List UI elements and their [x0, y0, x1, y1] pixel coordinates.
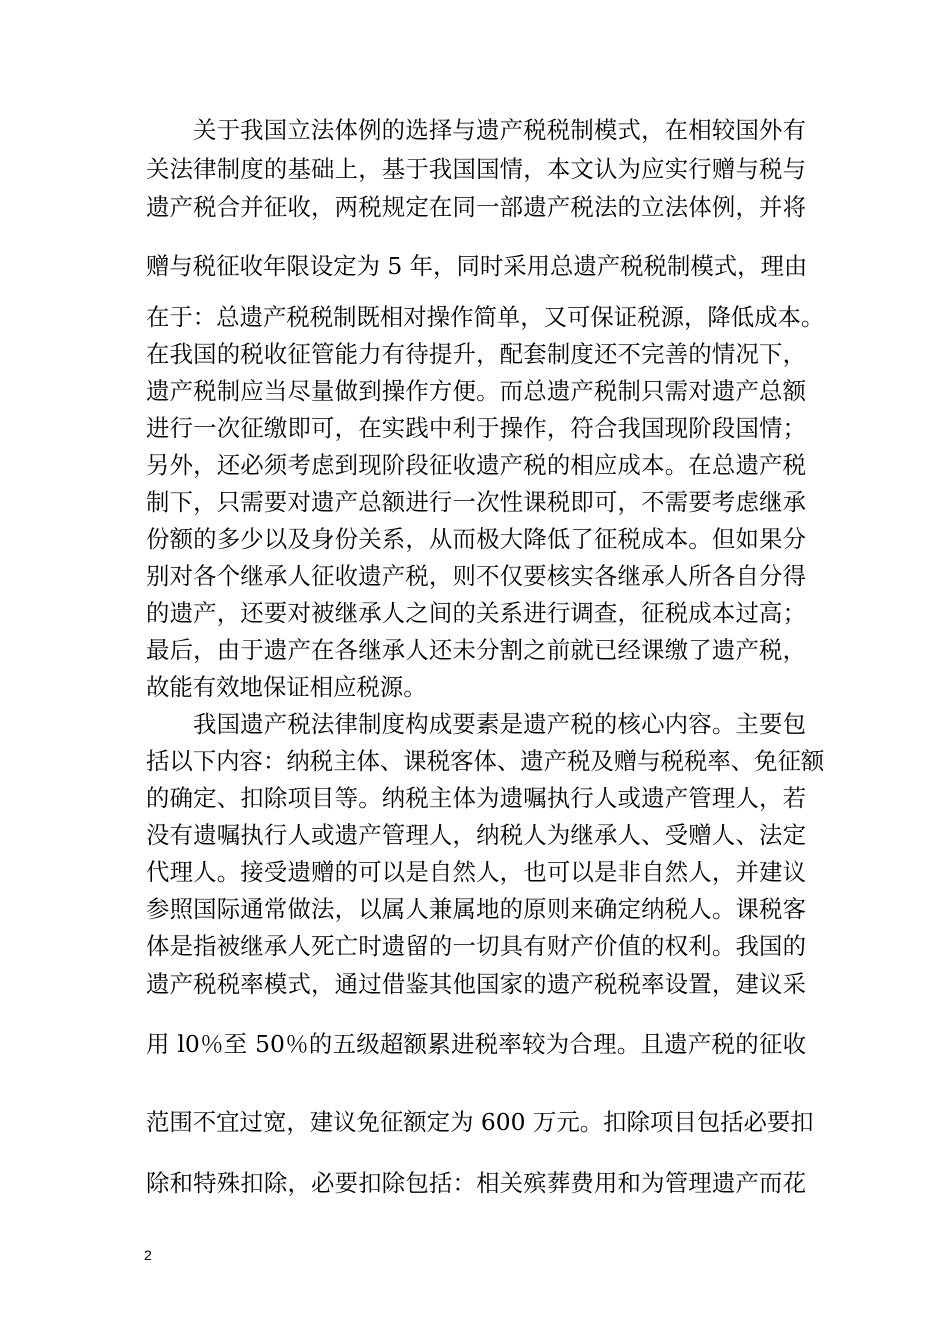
- paragraph-1-line-5: 在于：总遗产税税制既相对操作简单，又可保证税源，降低成本。: [146, 303, 825, 331]
- paragraph-1-line-8: 进行一次征缴即可，在实践中利于操作，符合我国现阶段国情；: [146, 414, 806, 442]
- paragraph-2-line-3: 的确定、扣除项目等。纳税主体为遗嘱执行人或遗产管理人，若: [146, 784, 806, 812]
- paragraph-2-line-2: 括以下内容：纳税主体、课税客体、遗产税及赠与税税率、免征额: [146, 747, 825, 775]
- paragraph-2-line-9: 用 l0％至 50％的五级超额累进税率较为合理。且遗产税的征收: [146, 1030, 806, 1058]
- paragraph-1-line-13: 的遗产，还要对被继承人之间的关系进行调查，征税成本过高；: [146, 599, 806, 627]
- paragraph-1-line-14: 最后，由于遗产在各继承人还未分割之前就已经课缴了遗产税，: [146, 636, 806, 664]
- paragraph-1-line-15: 故能有效地保证相应税源。: [146, 673, 427, 701]
- paragraph-1-line-6: 在我国的税收征管能力有待提升，配套制度还不完善的情况下，: [146, 340, 806, 368]
- paragraph-1-line-7: 遗产税制应当尽量做到操作方便。而总遗产税制只需对遗产总额: [146, 377, 806, 405]
- paragraph-2-line-10: 范围不宜过宽，建议免征额定为 600 万元。扣除项目包括必要扣: [146, 1108, 814, 1136]
- paragraph-1-line-2: 关法律制度的基础上，基于我国国情，本文认为应实行赠与税与: [146, 155, 806, 183]
- paragraph-1-line-1: 关于我国立法体例的选择与遗产税税制模式，在相较国外有: [193, 116, 806, 144]
- paragraph-2-line-6: 参照国际通常做法，以属人兼属地的原则来确定纳税人。课税客: [146, 895, 806, 923]
- paragraph-2-line-5: 代理人。接受遗赠的可以是自然人，也可以是非自然人，并建议: [146, 858, 806, 886]
- paragraph-2-line-8: 遗产税税率模式，通过借鉴其他国家的遗产税税率设置，建议采: [146, 970, 806, 998]
- paragraph-2-line-4: 没有遗嘱执行人或遗产管理人，纳税人为继承人、受赠人、法定: [146, 821, 806, 849]
- paragraph-2-line-11: 除和特殊扣除，必要扣除包括：相关殡葬费用和为管理遗产而花: [146, 1169, 806, 1197]
- paragraph-2-line-1: 我国遗产税法律制度构成要素是遗产税的核心内容。主要包: [193, 710, 806, 738]
- paragraph-1-line-11: 份额的多少以及身份关系，从而极大降低了征税成本。但如果分: [146, 525, 806, 553]
- paragraph-1-line-9: 另外，还必须考虑到现阶段征收遗产税的相应成本。在总遗产税: [146, 451, 806, 479]
- paragraph-1-line-3: 遗产税合并征收，两税规定在同一部遗产税法的立法体例，并将: [146, 193, 806, 221]
- paragraph-1-line-10: 制下，只需要对遗产总额进行一次性课税即可，不需要考虑继承: [146, 488, 806, 516]
- paragraph-1-line-4: 赠与税征收年限设定为 5 年，同时采用总遗产税税制模式，理由: [146, 252, 808, 280]
- paragraph-1-line-12: 别对各个继承人征收遗产税，则不仅要核实各继承人所各自分得: [146, 562, 806, 590]
- paragraph-2-line-7: 体是指被继承人死亡时遗留的一切具有财产价值的权利。我国的: [146, 932, 806, 960]
- page-number: 2: [144, 1247, 152, 1263]
